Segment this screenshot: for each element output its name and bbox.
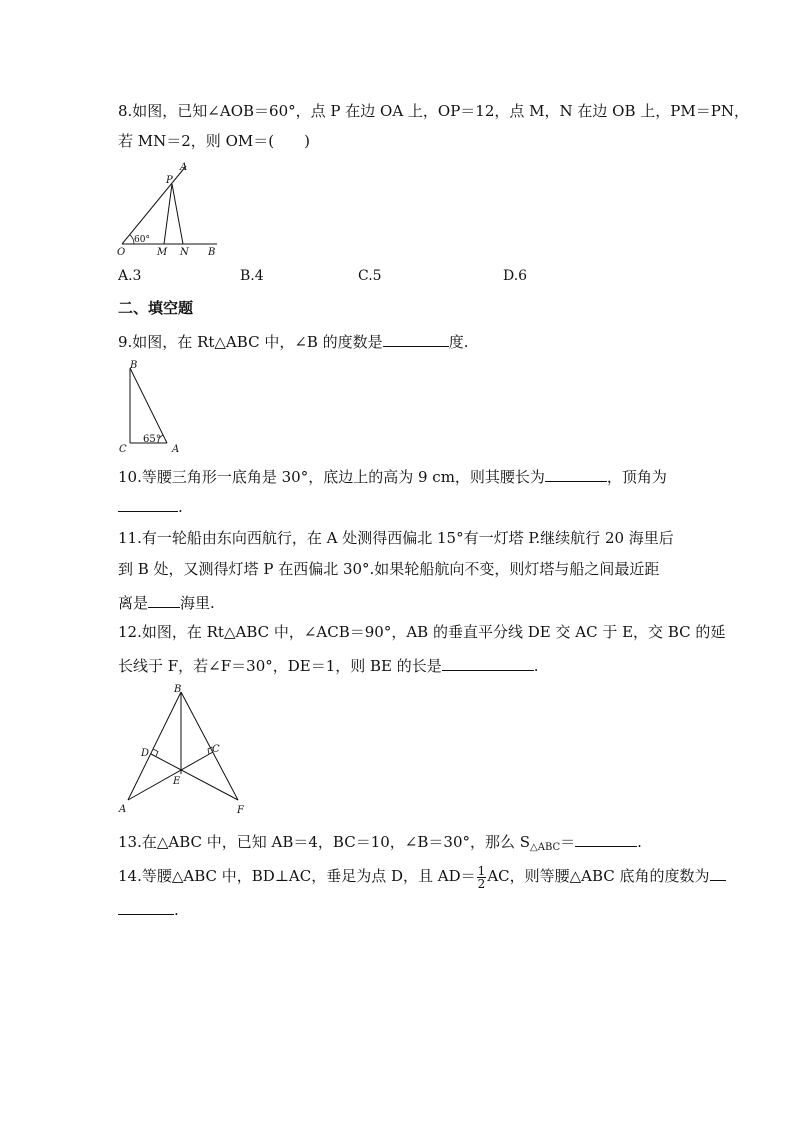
q9-text: 9.如图，在 Rt△ABC 中，∠B 的度数是: [118, 333, 383, 351]
q10-text-mid: ，顶角为: [606, 468, 667, 486]
q9-answer-blank: [383, 330, 449, 347]
q14-text: 14.等腰△ABC 中，BD⊥AC，垂足为点 D，且 AD＝: [118, 867, 476, 885]
q12-line1: 12.如图，在 Rt△ABC 中，∠ACB＝90°，AB 的垂直平分线 DE 交 AC 于 E，交 BC 的延: [118, 623, 726, 641]
q12-label-e: E: [173, 776, 181, 787]
q14-line1: [118, 864, 726, 890]
q14-fraction: [477, 865, 487, 890]
q12-line2: [118, 654, 539, 676]
q11-line3: [118, 591, 215, 613]
q8-label-b: B: [208, 247, 216, 258]
q8-label-a: A: [180, 162, 188, 173]
q12-label-b: B: [174, 684, 182, 695]
q13-answer-blank: [575, 830, 637, 847]
q12-label-f: F: [237, 805, 244, 816]
q10-text-end: .: [178, 498, 183, 516]
q13-subscript: △ABC: [530, 842, 561, 853]
q14-text-end: .: [174, 901, 179, 919]
q12-label-a: A: [119, 804, 127, 815]
q8-choice-b: B.4: [240, 268, 264, 284]
q10-answer-blank-2: [118, 495, 178, 512]
q11-text: 离是: [118, 594, 149, 612]
q14-line2: [118, 898, 179, 920]
q8-choice-d: D.6: [503, 268, 528, 284]
q12-figure: [113, 682, 253, 817]
q9-label-c: C: [119, 444, 127, 455]
q9-figure: [115, 356, 190, 456]
q11-line1: 11.有一轮船由东向西航行，在 A 处测得西偏北 15°有一灯塔 P.继续航行 20 海里后: [118, 529, 674, 547]
q8-line1: 8.如图，已知∠AOB＝60°，点 P 在边 OA 上，OP＝12，点 M，N 在边 OB 上，PM＝PN，: [118, 102, 749, 120]
q12-label-c: C: [212, 744, 220, 755]
q12-text-end: .: [533, 657, 539, 675]
q13-equals: ＝: [560, 833, 576, 851]
q10-text: 10.等腰三角形一底角是 30°，底边上的高为 9 cm，则其腰长为: [118, 468, 545, 486]
q14-answer-blank-2: [118, 898, 174, 915]
q8-choice-a: A.3: [118, 268, 142, 284]
q9-label-a: A: [172, 444, 180, 455]
q13-text: 13.在△ABC 中，已知 AB＝4，BC＝10，∠B＝30°，那么 S: [118, 833, 531, 851]
q8-label-o: O: [117, 247, 126, 258]
q9-text-end: 度.: [448, 333, 469, 351]
q11-answer-blank: [148, 591, 180, 608]
q9-angle-label: 65°: [143, 434, 161, 445]
q10-line1: [118, 465, 667, 487]
q14-text-mid: AC，则等腰△ABC 底角的度数为: [487, 867, 710, 885]
q10-line2: [118, 495, 183, 517]
q8-figure: [112, 160, 222, 260]
q14-fraction-denominator: 2: [477, 876, 486, 891]
q14-answer-blank-1: [710, 864, 726, 881]
q12-answer-blank: [442, 654, 534, 671]
q8-choice-c: C.5: [358, 268, 382, 284]
q14-fraction-numerator: 1: [477, 863, 486, 878]
q13-text-end: .: [637, 833, 642, 851]
q12-text: 长线于 F，若∠F＝30°，DE＝1，则 BE 的长是: [118, 657, 442, 675]
q13-line: [118, 830, 642, 858]
q11-text-end: 海里.: [180, 594, 215, 612]
q12-label-d: D: [141, 748, 150, 759]
q10-answer-blank-1: [545, 465, 607, 482]
q9-line: [118, 330, 468, 352]
section-title: 二、填空题: [118, 299, 194, 317]
q8-angle-label: 60°: [134, 235, 150, 245]
q8-line2: 若 MN＝2，则 OM＝( ): [118, 132, 310, 150]
q8-label-n: N: [180, 247, 189, 258]
q9-label-b: B: [130, 360, 138, 371]
q11-line2: 到 B 处，又测得灯塔 P 在西偏北 30°.如果轮船航向不变，则灯塔与船之间最近距: [118, 560, 660, 578]
q8-label-p: P: [166, 175, 173, 186]
q8-label-m: M: [157, 247, 168, 258]
